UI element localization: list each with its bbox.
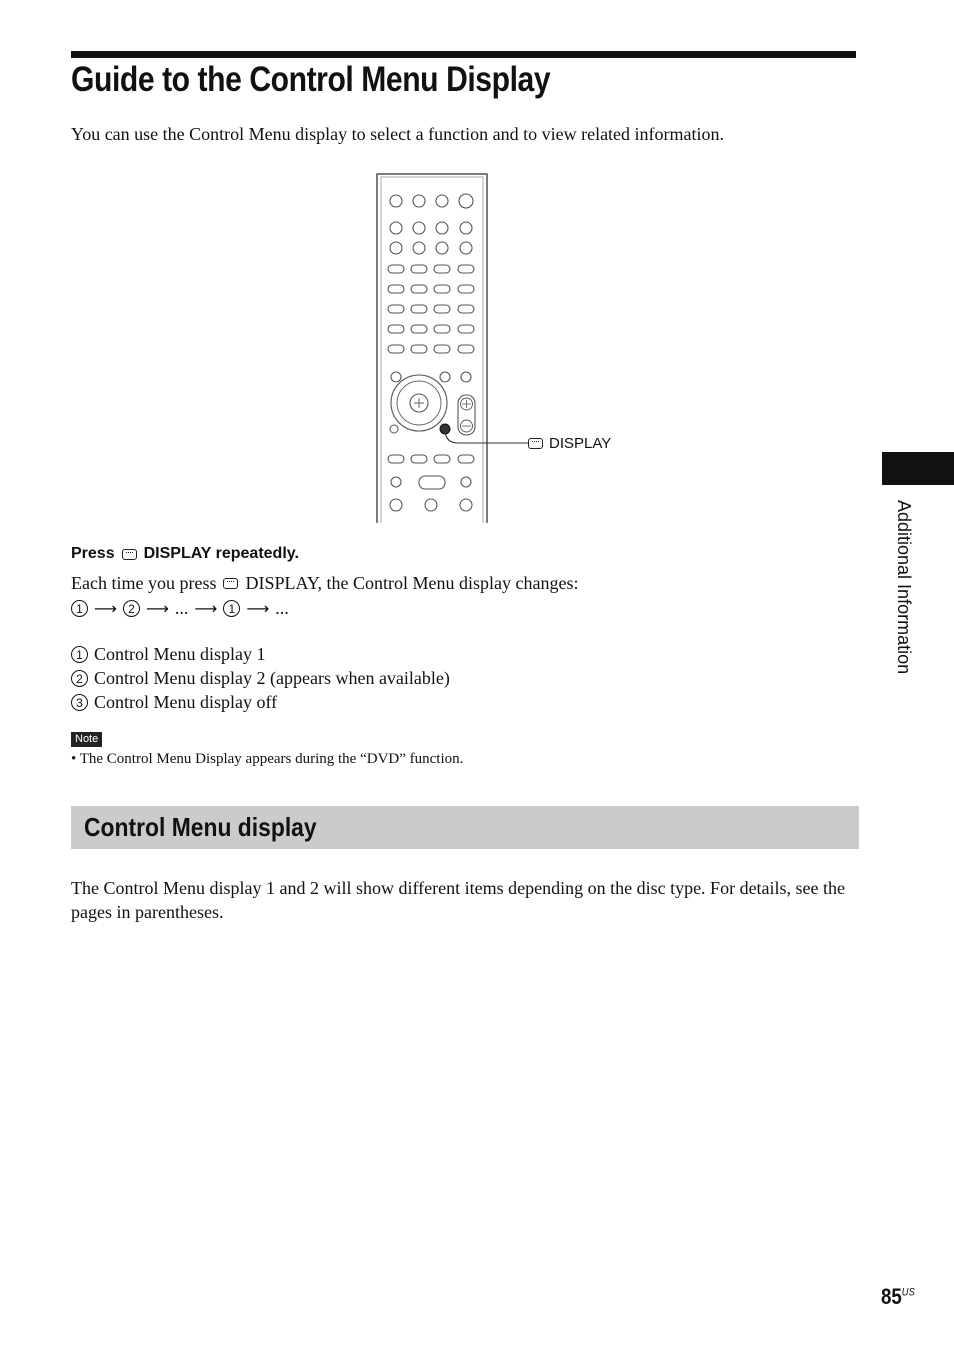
remote-pill-button [388,305,404,313]
sequence-ellipsis: ... [174,598,189,618]
remote-pill-button [411,265,427,273]
intro-text: You can use the Control Menu display to select a function and to view related information. [71,124,725,144]
display-callout [528,435,611,452]
sequence-ellipsis: ... [275,598,289,618]
sequence-step: 1 [223,600,240,617]
display-icon [223,578,238,589]
remote-round-button [390,222,402,234]
sequence-line [71,598,289,619]
remote-pill-button [434,325,450,333]
remote-round-button [461,372,471,382]
page-title: Guide to the Control Menu Display [71,60,551,99]
remote-round-button [460,222,472,234]
display-callout-line [440,425,530,447]
item-text: Control Menu display 2 (appears when available) [94,668,450,688]
sequence-step: 2 [123,600,140,617]
remote-pill-button [434,265,450,273]
remote-pill-button [388,455,404,463]
display-icon [528,438,543,449]
arrow-icon: ⟶ [145,599,169,618]
each-time-line [71,573,578,594]
remote-round-button [459,194,473,208]
side-tab-marker [882,452,954,485]
remote-pill-button [458,455,474,463]
remote-round-button [436,242,448,254]
display-callout-label: DISPLAY [549,435,612,452]
arrow-icon: ⟶ [94,599,117,618]
remote-pill-button [388,325,404,333]
remote-round-button [460,242,472,254]
remote-pill-button [411,325,427,333]
remote-pill-button [434,455,450,463]
remote-pill-button [458,305,474,313]
note-text: • The Control Menu Display appears during the “DVD” function. [71,751,464,767]
section-paragraph: The Control Menu display 1 and 2 will show different items depending on the disc type. For details, see the pages in parentheses. [71,878,846,922]
list-item [71,668,450,689]
list-item [71,644,266,665]
remote-pill-button [411,305,427,313]
list-item [71,692,277,713]
item-text: Control Menu display off [94,692,278,712]
side-section-label: Additional Information [894,500,914,675]
remote-pill-button [458,325,474,333]
press-suffix: DISPLAY repeatedly. [143,545,299,562]
section-title: Control Menu display [84,812,317,842]
remote-round-button [460,499,472,511]
remote-pill-button [458,345,474,353]
page-number-value: 85 [881,1284,902,1309]
remote-pill-button [434,285,450,293]
arrow-icon: ⟶ [246,599,270,618]
remote-round-button [461,477,471,487]
press-instruction [71,545,299,563]
page-number-suffix: US [901,1286,915,1299]
remote-control-illustration [376,173,488,523]
remote-round-button [425,499,437,511]
item-number: 2 [71,670,88,687]
display-icon [122,549,137,560]
remote-round-button [436,222,448,234]
note-badge: Note [71,732,102,747]
remote-round-button [413,195,425,207]
remote-pill-button [411,285,427,293]
item-text: Control Menu display 1 [94,644,266,664]
each-time-suffix: DISPLAY, the Control Menu display changes: [245,573,579,593]
remote-pill-button [388,285,404,293]
item-number: 3 [71,694,88,711]
remote-round-button [440,372,450,382]
remote-pill-button [458,265,474,273]
remote-pill-button [434,305,450,313]
remote-round-button [390,195,402,207]
arrow-icon: ⟶ [194,599,218,618]
remote-round-button [391,477,401,487]
section-header [71,806,859,849]
sequence-step: 1 [71,600,88,617]
remote-pill-button [388,265,404,273]
title-rule [71,51,856,58]
press-prefix: Press [71,545,115,562]
remote-pill-button [434,345,450,353]
remote-pill-button [388,345,404,353]
remote-pill-button [458,285,474,293]
page-number [881,1284,915,1310]
remote-round-button [413,242,425,254]
remote-round-button [413,222,425,234]
each-time-prefix: Each time you press [71,573,217,593]
remote-pill-button [411,345,427,353]
remote-round-button [391,372,401,382]
remote-round-button [436,195,448,207]
remote-round-button [390,499,402,511]
remote-round-button [390,242,402,254]
item-number: 1 [71,646,88,663]
remote-pill-button [411,455,427,463]
